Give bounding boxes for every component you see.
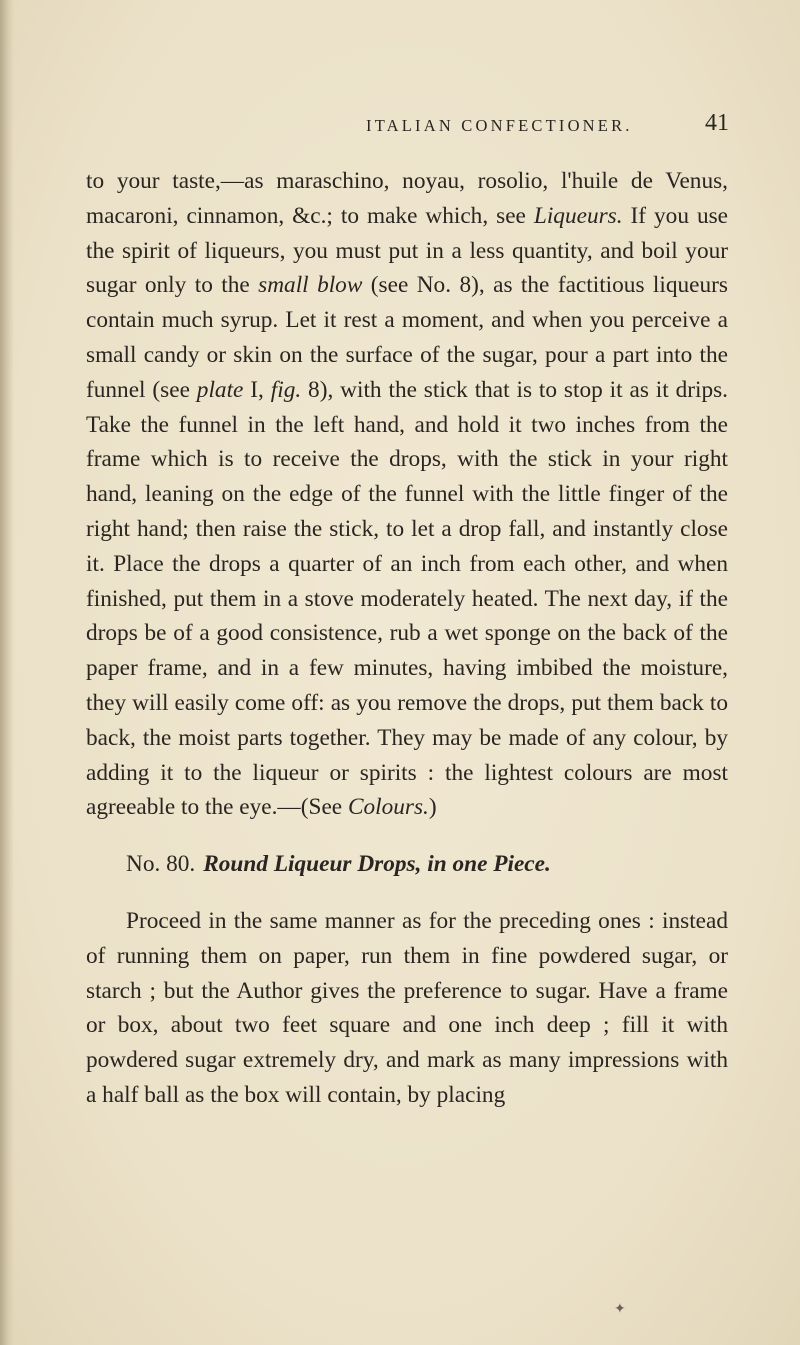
reference-small-blow: small blow	[258, 272, 363, 299]
paragraph-1-text-5: 8), with the stick that is to stop it as it drips. Take the funnel in the left hand, and hold it two inches from the frame which is to receive the drops, with the stick in your right hand, leaning on the edge of the funnel with the little finger of the right hand; then raise the stick, to let a drop fall, and instantly close it. Place the drops a quarter of an inch from each other, and when finished, put them in a stove moderately heated. The next day, if the drops be of a good consistence, rub a wet sponge on the back of the paper frame, and in a few minutes, having imbibed the moisture, they will easily come off: as you remove the drops, put them back to back, the moist parts together. They may be made of any colour, by adding it to the liqueur or spirits : the lightest colours are most agreeable to the eye.—(See	[86, 376, 729, 821]
page-gutter-shadow	[0, 0, 14, 1345]
reference-liqueurs: Liqueurs.	[533, 202, 623, 229]
recipe-title: Round Liqueur Drops, in one Piece.	[203, 851, 551, 878]
page-number: 41	[705, 110, 729, 136]
paragraph-2: Proceed in the same manner as for the preceding ones : instead of running them on paper, run them in fine powdered sugar, or starch ; but the Author gives the preference to sugar. Have a frame or box, about two feet square and one inch deep ; fill it with powdered sugar extremely dry, and mark as many impressions with a half ball as the box will contain, by placing	[86, 907, 728, 1108]
paragraph-1-text-4: I,	[243, 376, 271, 403]
paragraph-1-text-1: to your taste,—as maraschino, noyau, rosolio, l'huile de Venus, macaroni, cinnamon, &c.; to make which, see	[86, 168, 728, 229]
recipe-heading	[86, 847, 728, 882]
running-head: ITALIAN CONFECTIONER.	[366, 116, 633, 135]
body-text	[86, 164, 728, 1113]
ink-speck: ✦	[614, 1302, 626, 1317]
paragraph-1-text-3: (see No. 8), as the factitious liqueurs contain much syrup. Let it rest a moment, and when you perceive a small candy or skin on the surface of the sugar, pour a part into the funnel (see	[86, 272, 728, 403]
paragraph-1	[86, 164, 728, 825]
paragraph-1-text-2: If you use the spirit of liqueurs, you must put in a less quantity, and boil your sugar only to the	[86, 202, 728, 299]
reference-plate: plate	[196, 376, 244, 403]
reference-fig: fig.	[270, 376, 302, 403]
recipe-number: No. 80.	[126, 851, 196, 878]
page-header	[0, 110, 800, 146]
paragraph-1-text-6: )	[428, 794, 437, 821]
reference-colours: Colours.	[347, 794, 429, 821]
